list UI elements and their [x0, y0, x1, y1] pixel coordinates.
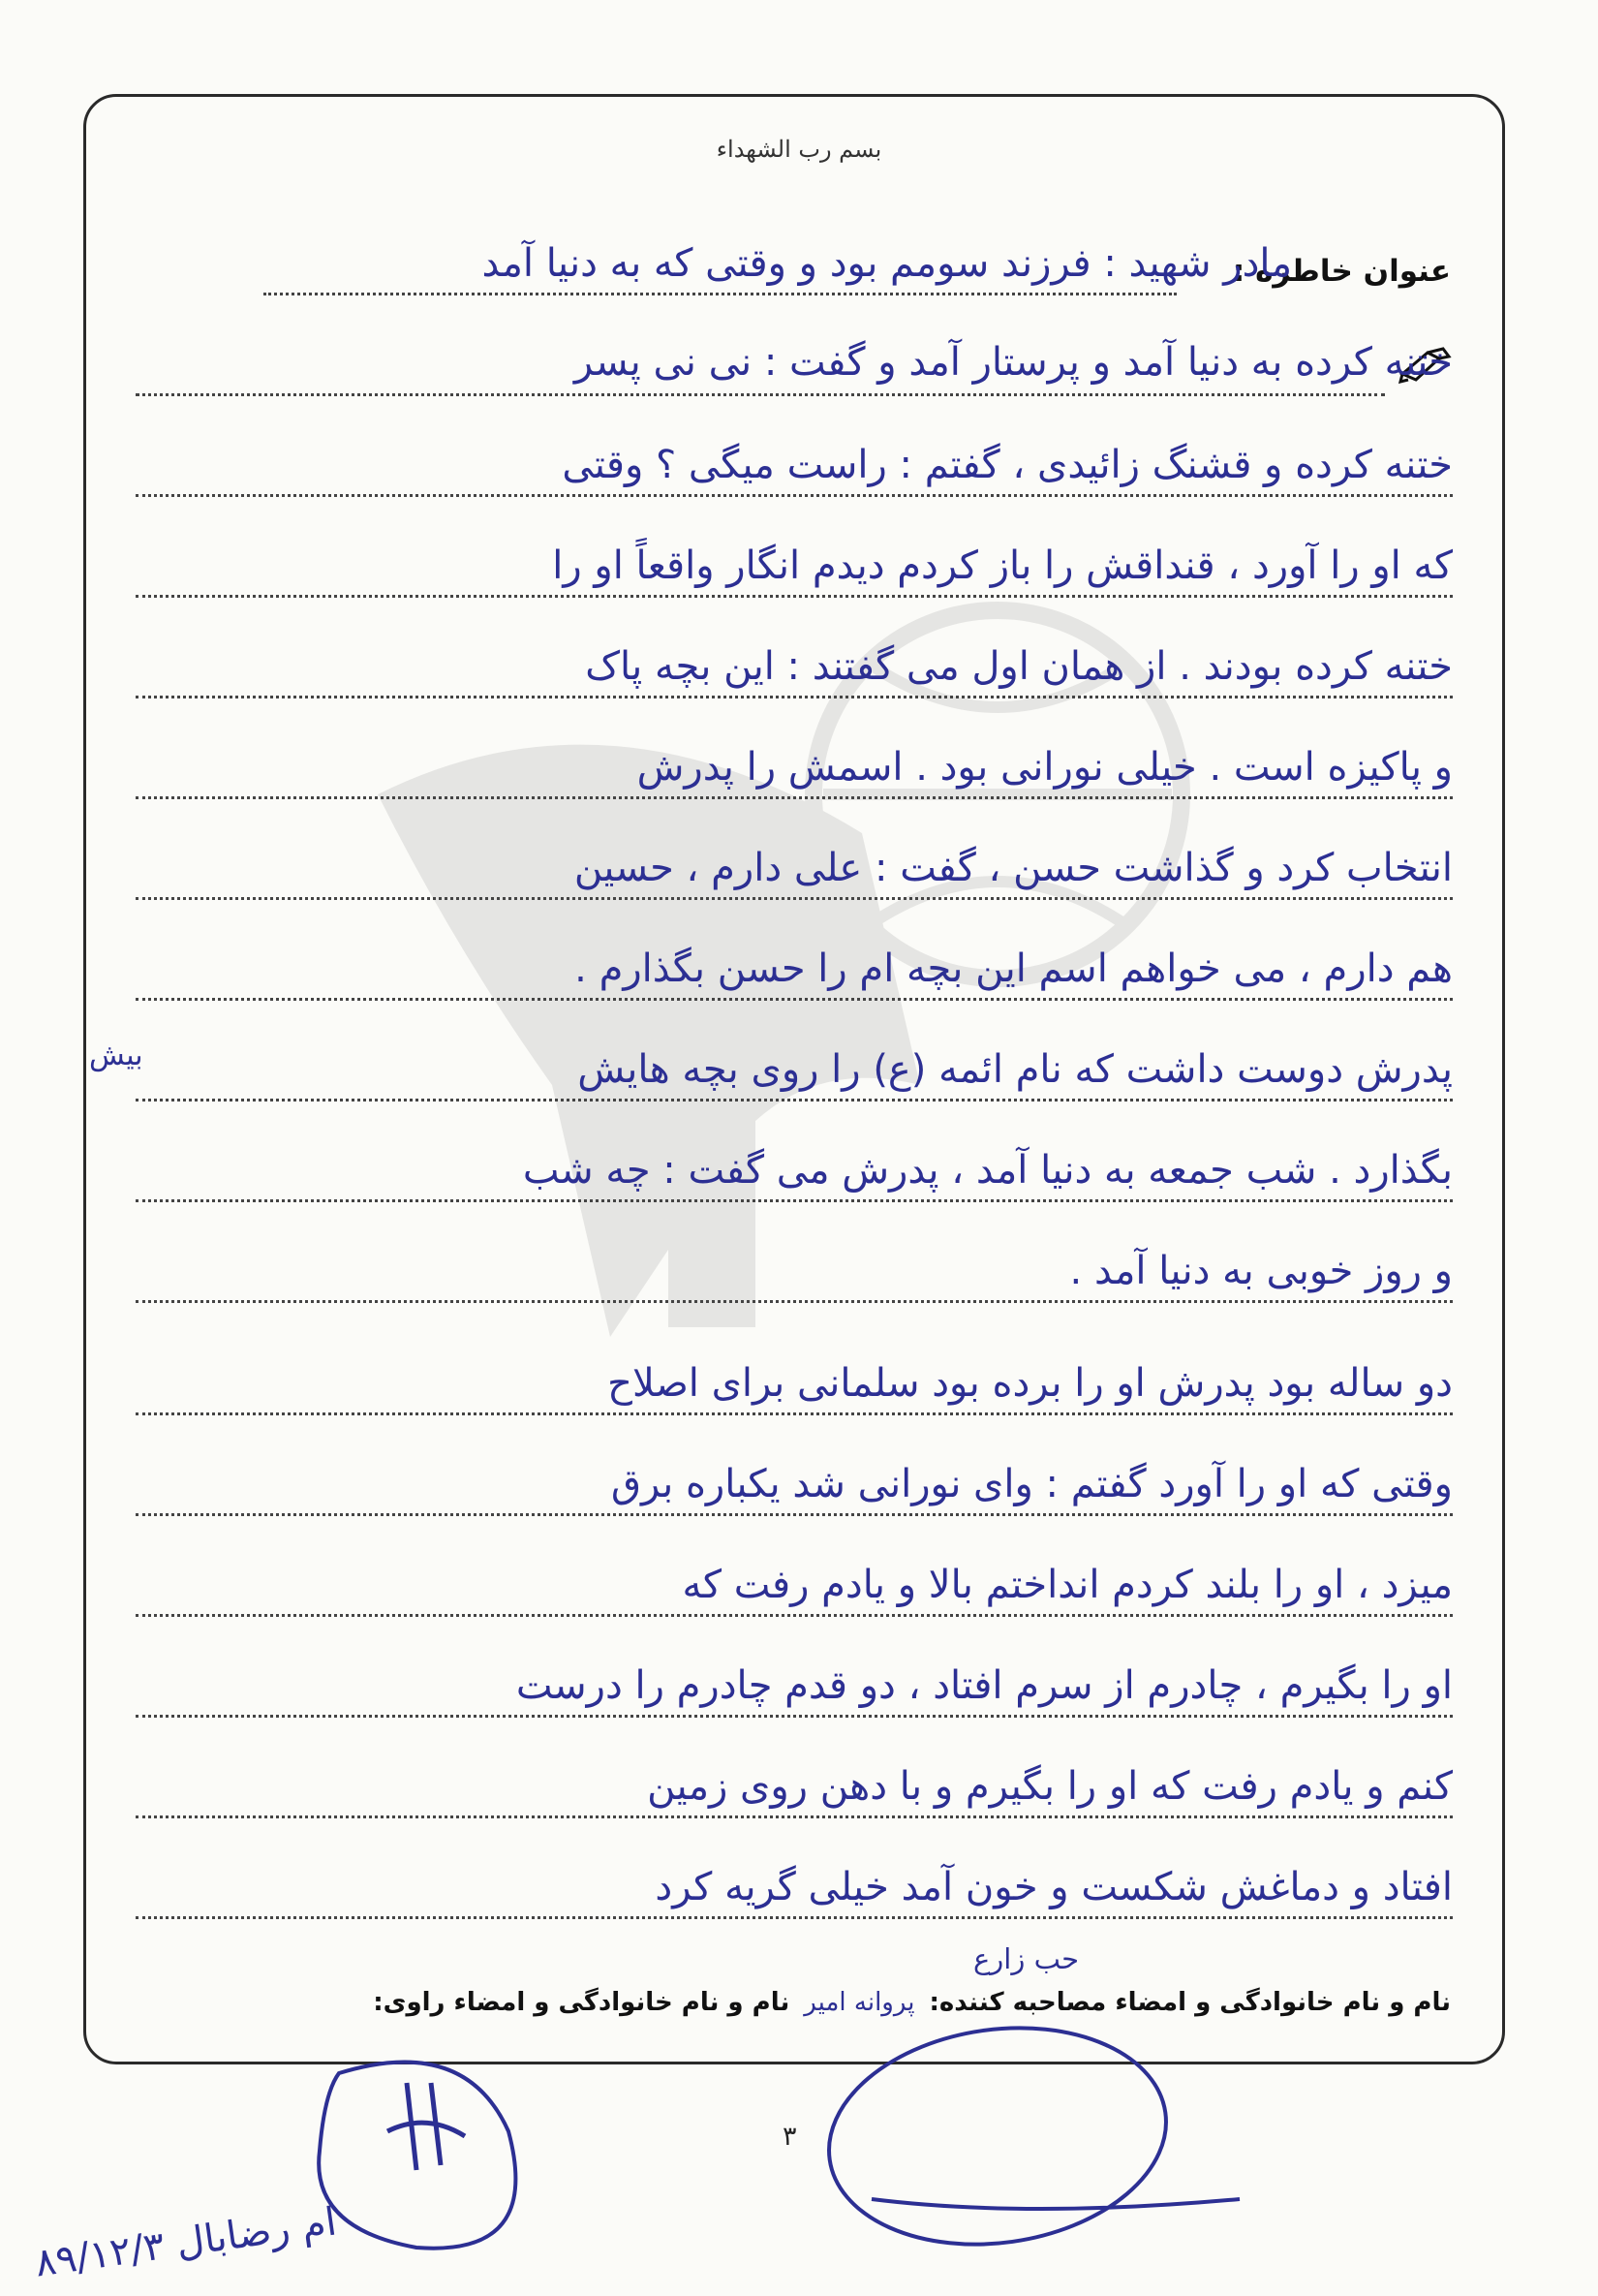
memoir-line: ختنه کرده و قشنگ زائیدی ، گفتم : راست میگی ؟ وقتی — [562, 443, 1453, 487]
memoir-title-label: عنوان خاطره : — [1232, 254, 1451, 289]
ruled-line — [263, 293, 1177, 295]
memoir-line: پدرش دوست داشت که نام ائمه (ع) را روی بچه هایش — [577, 1047, 1453, 1092]
page-number: ۳ — [783, 2122, 797, 2152]
footer-signature-row — [373, 1988, 1451, 2017]
ruled-line — [136, 897, 1453, 900]
memoir-line: او را بگیرم ، چادرم از سرم افتاد ، دو قدم چادرم را درست — [515, 1663, 1453, 1708]
interviewer-handwritten-name: پروانه امیر — [804, 1988, 915, 2017]
ruled-line — [136, 1815, 1453, 1818]
ruled-line — [136, 1715, 1453, 1718]
ruled-line — [136, 393, 1385, 396]
memoir-line: میزد ، او را بلند کردم انداختم بالا و یادم رفت که — [682, 1563, 1453, 1607]
memoir-line: و پاکیزه است . خیلی نورانی بود . اسمش را پدرش — [636, 745, 1453, 790]
memoir-line: افتاد و دماغش شکست و خون آمد خیلی گریه کرد — [655, 1865, 1453, 1909]
interviewer-label: نام و نام خانوادگی و امضاء مصاحبه کننده: — [929, 1988, 1451, 2017]
bottom-handwritten-date-note: ۸۹/۱۲/۳ ام رضابال — [32, 2199, 340, 2286]
ruled-line — [136, 1099, 1453, 1101]
memoir-line: و روز خوبی به دنیا آمد . — [1069, 1249, 1453, 1293]
memoir-line: وقتی که او را آورد گفتم : وای نورانی شد یکباره برق — [610, 1462, 1453, 1506]
ruled-line — [136, 1916, 1453, 1919]
memoir-line: ختنه کرده بودند . از همان اول می گفتند : این بچه پاک — [585, 644, 1453, 689]
memoir-line: کنم و یادم رفت که او را بگیرم و با دهن روی زمین — [647, 1764, 1453, 1809]
ruled-line — [136, 1199, 1453, 1202]
ruled-line — [136, 1614, 1453, 1617]
memoir-line: بگذارد . شب جمعه به دنیا آمد ، پدرش می گفت : چه شب — [522, 1148, 1453, 1193]
ruled-line — [136, 796, 1453, 799]
ruled-line — [136, 595, 1453, 598]
narrator-handwritten-name: حب زارع — [973, 1942, 1079, 1975]
memoir-line: ختنه کرده به دنیا آمد و پرستار آمد و گفت : نی نی پسر — [573, 340, 1453, 385]
memoir-line: انتخاب کرد و گذاشت حسن ، گفت : علی دارم ، حسین — [573, 846, 1453, 890]
narrator-label: نام و نام خانوادگی و امضاء راوی: — [373, 1988, 790, 2017]
memoir-line: مادر شهید : فرزند سومم بود و وقتی که به دنیا آمد — [481, 241, 1292, 286]
memoir-line: دو ساله بود پدرش او را برده بود سلمانی برای اصلاح — [607, 1361, 1453, 1406]
ruled-line — [136, 494, 1453, 497]
memoir-line: هم دارم ، می خواهم اسم این بچه ام را حسن بگذارم . — [574, 946, 1453, 991]
memoir-line: که او را آورد ، قنداقش را باز کردم دیدم انگار واقعاً او را — [552, 543, 1453, 588]
ruled-line — [136, 998, 1453, 1001]
ruled-line — [136, 1412, 1453, 1415]
ruled-line — [136, 1300, 1453, 1303]
margin-note: بیش — [89, 1039, 143, 1072]
ruled-line — [136, 1513, 1453, 1516]
page-header-bismillah: بسم رب الشهداء — [716, 136, 882, 163]
ruled-line — [136, 696, 1453, 698]
